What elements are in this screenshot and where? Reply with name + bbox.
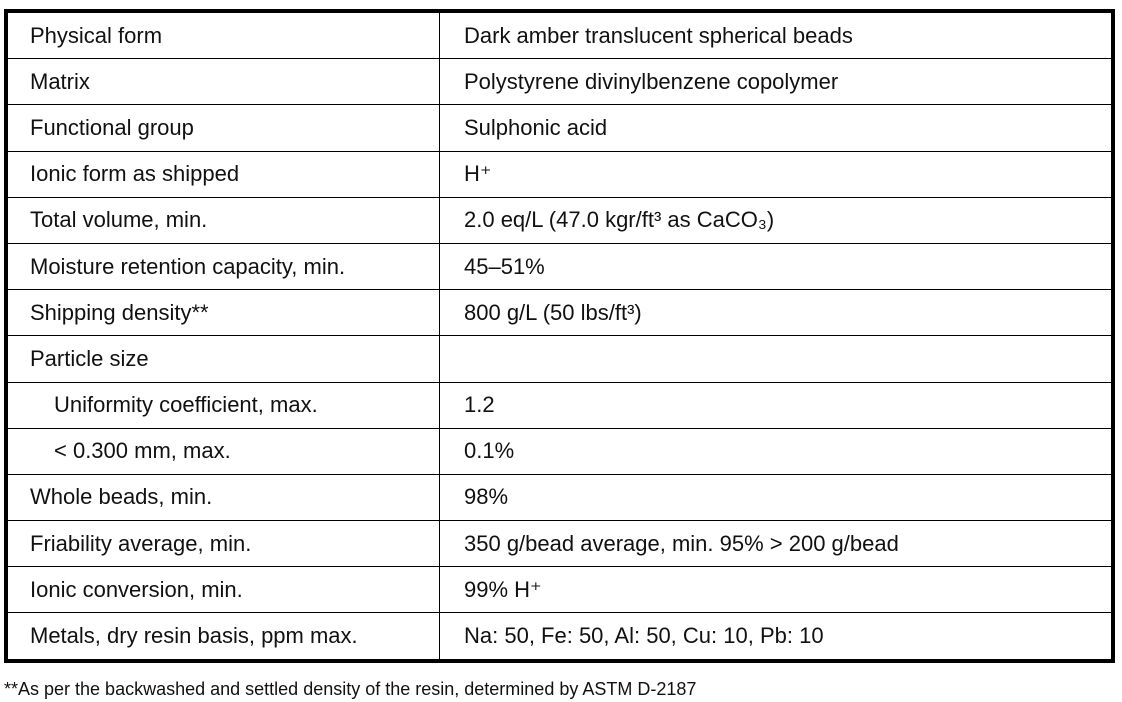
value-cell: Dark amber translucent spherical beads [440,11,1114,59]
table-row [6,336,1113,382]
value-cell: H⁺ [440,151,1114,197]
specifications-table [4,9,1115,663]
property-cell: Ionic form as shipped [6,151,440,197]
value-cell: 2.0 eq/L (47.0 kgr/ft³ as CaCO₃) [440,197,1114,243]
property-cell: Particle size [6,336,440,382]
property-cell: Moisture retention capacity, min. [6,243,440,289]
value-cell: 800 g/L (50 lbs/ft³) [440,290,1114,336]
value-cell: 99% H⁺ [440,567,1114,613]
table-row [6,382,1113,428]
table-row [6,613,1113,661]
table-row [6,11,1113,59]
property-cell: < 0.300 mm, max. [6,428,440,474]
value-cell: Sulphonic acid [440,105,1114,151]
value-cell: 45–51% [440,243,1114,289]
table-row [6,428,1113,474]
value-cell [440,336,1114,382]
table-row [6,105,1113,151]
value-cell: Polystyrene divinylbenzene copolymer [440,59,1114,105]
property-cell: Matrix [6,59,440,105]
property-cell: Friability average, min. [6,521,440,567]
table-row [6,567,1113,613]
footnote: **As per the backwashed and settled density of the resin, determined by ASTM D-2187 [4,679,697,699]
table-row [6,290,1113,336]
value-cell: Na: 50, Fe: 50, Al: 50, Cu: 10, Pb: 10 [440,613,1114,661]
value-cell: 0.1% [440,428,1114,474]
table-row [6,243,1113,289]
value-cell: 98% [440,474,1114,520]
property-cell: Ionic conversion, min. [6,567,440,613]
property-cell: Total volume, min. [6,197,440,243]
table-row [6,151,1113,197]
value-cell: 350 g/bead average, min. 95% > 200 g/bead [440,521,1114,567]
table-row [6,59,1113,105]
table-row [6,197,1113,243]
property-cell: Shipping density** [6,290,440,336]
property-cell: Whole beads, min. [6,474,440,520]
value-cell: 1.2 [440,382,1114,428]
property-cell: Metals, dry resin basis, ppm max. [6,613,440,661]
property-cell: Functional group [6,105,440,151]
property-cell: Uniformity coefficient, max. [6,382,440,428]
property-cell: Physical form [6,11,440,59]
table-row [6,521,1113,567]
table-row [6,474,1113,520]
